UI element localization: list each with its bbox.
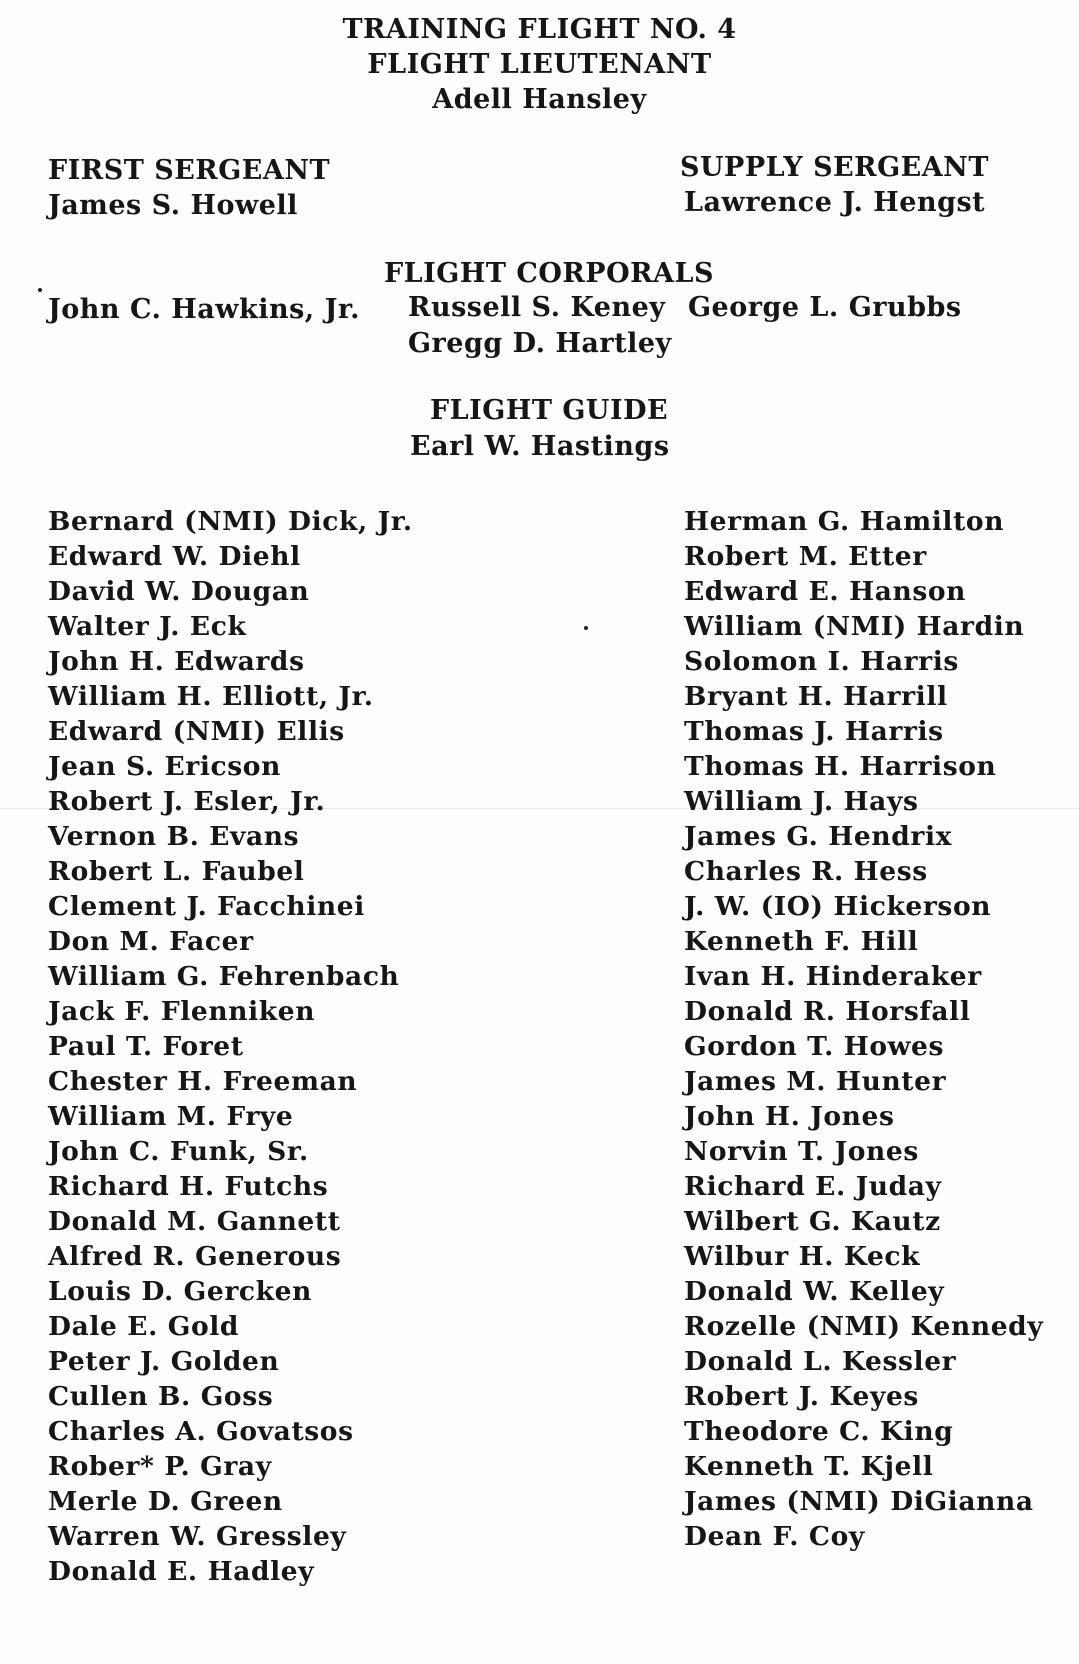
roster-name: Kenneth F. Hill	[684, 926, 919, 957]
ink-speck	[38, 288, 42, 292]
roster-name: Theodore C. King	[684, 1416, 954, 1447]
roster-name: Donald M. Gannett	[48, 1206, 341, 1237]
roster-name: Solomon I. Harris	[684, 646, 959, 677]
roster-name: Donald L. Kessler	[684, 1346, 957, 1377]
roster-name: Jean S. Ericson	[48, 751, 281, 782]
supply-sergeant-heading: SUPPLY SERGEANT	[680, 152, 989, 183]
roster-name: Bernard (NMI) Dick, Jr.	[48, 506, 413, 537]
roster-name: William G. Fehrenbach	[48, 961, 400, 992]
roster-name: Clement J. Facchinei	[48, 891, 365, 922]
roster-name: Gordon T. Howes	[684, 1031, 945, 1062]
roster-name: Donald E. Hadley	[48, 1556, 315, 1587]
roster-name: Warren W. Gressley	[48, 1521, 347, 1552]
corporal-name: John C. Hawkins, Jr.	[48, 294, 361, 325]
roster-name: Merle D. Green	[48, 1486, 283, 1517]
roster-name: Richard H. Futchs	[48, 1171, 329, 1202]
roster-name: Cullen B. Goss	[48, 1381, 274, 1412]
roster-name: Bryant H. Harrill	[684, 681, 948, 712]
roster-name: Norvin T. Jones	[684, 1136, 919, 1167]
supply-sergeant-name: Lawrence J. Hengst	[684, 187, 986, 218]
roster-name: J. W. (IO) Hickerson	[684, 891, 992, 922]
first-sergeant-name: James S. Howell	[48, 190, 298, 221]
roster-name: Rober* P. Gray	[48, 1451, 272, 1482]
roster-name: Rozelle (NMI) Kennedy	[684, 1311, 1044, 1342]
roster-name: Chester H. Freeman	[48, 1066, 358, 1097]
roster-name: Louis D. Gercken	[48, 1276, 312, 1307]
roster-name: Charles R. Hess	[684, 856, 928, 887]
lieutenant-heading: FLIGHT LIEUTENANT	[367, 49, 712, 80]
roster-name: Edward (NMI) Ellis	[48, 716, 345, 747]
roster-name: Don M. Facer	[48, 926, 254, 957]
flight-corporals-heading: FLIGHT CORPORALS	[384, 258, 714, 289]
roster-name: John C. Funk, Sr.	[48, 1136, 309, 1167]
roster-name: Robert J. Keyes	[684, 1381, 919, 1412]
roster-name: Edward E. Hanson	[684, 576, 967, 607]
roster-name: Dean F. Coy	[684, 1521, 865, 1552]
roster-name: Ivan H. Hinderaker	[684, 961, 982, 992]
ink-speck	[584, 626, 588, 630]
roster-name: James M. Hunter	[684, 1066, 947, 1097]
roster-name: James G. Hendrix	[684, 821, 953, 852]
roster-right-column	[684, 504, 1043, 1554]
first-sergeant-heading: FIRST SERGEANT	[48, 155, 331, 186]
roster-name: Dale E. Gold	[48, 1311, 240, 1342]
flight-guide-name: Earl W. Hastings	[410, 431, 670, 462]
roster-name: David W. Dougan	[48, 576, 310, 607]
roster-left-column	[48, 504, 413, 1589]
roster-name: Walter J. Eck	[48, 611, 247, 642]
flight-guide-heading: FLIGHT GUIDE	[430, 395, 669, 426]
page-header	[0, 12, 1079, 117]
roster-name: Paul T. Foret	[48, 1031, 244, 1062]
roster-name: Charles A. Govatsos	[48, 1416, 354, 1447]
corporal-name: Russell S. Keney	[408, 292, 666, 323]
roster-name: William (NMI) Hardin	[684, 611, 1025, 642]
page-title: TRAINING FLIGHT NO. 4	[342, 14, 737, 45]
lieutenant-name: Adell Hansley	[432, 84, 647, 115]
roster-name: Kenneth T. Kjell	[684, 1451, 934, 1482]
roster-name: Vernon B. Evans	[48, 821, 300, 852]
roster-name: Thomas J. Harris	[684, 716, 944, 747]
roster-name: Wilbur H. Keck	[684, 1241, 921, 1272]
roster-name: Donald W. Kelley	[684, 1276, 945, 1307]
corporal-name: Gregg D. Hartley	[408, 328, 672, 359]
roster-name: William H. Elliott, Jr.	[48, 681, 374, 712]
roster-name: Robert J. Esler, Jr.	[48, 786, 326, 817]
roster-name: Richard E. Juday	[684, 1171, 942, 1202]
roster-name: Herman G. Hamilton	[684, 506, 1005, 537]
roster-name: Robert M. Etter	[684, 541, 927, 572]
roster-name: John H. Jones	[684, 1101, 895, 1132]
corporal-name: George L. Grubbs	[688, 292, 962, 323]
roster-name: Donald R. Horsfall	[684, 996, 971, 1027]
roster-name: James (NMI) DiGianna	[684, 1486, 1034, 1517]
roster-name: Edward W. Diehl	[48, 541, 301, 572]
roster-name: Peter J. Golden	[48, 1346, 280, 1377]
roster-name: William J. Hays	[684, 786, 919, 817]
roster-name: Jack F. Flenniken	[48, 996, 316, 1027]
roster-name: Robert L. Faubel	[48, 856, 305, 887]
roster-name: John H. Edwards	[48, 646, 305, 677]
roster-name: Alfred R. Generous	[48, 1241, 342, 1272]
roster-name: Wilbert G. Kautz	[684, 1206, 941, 1237]
roster-name: William M. Frye	[48, 1101, 294, 1132]
roster-name: Thomas H. Harrison	[684, 751, 997, 782]
